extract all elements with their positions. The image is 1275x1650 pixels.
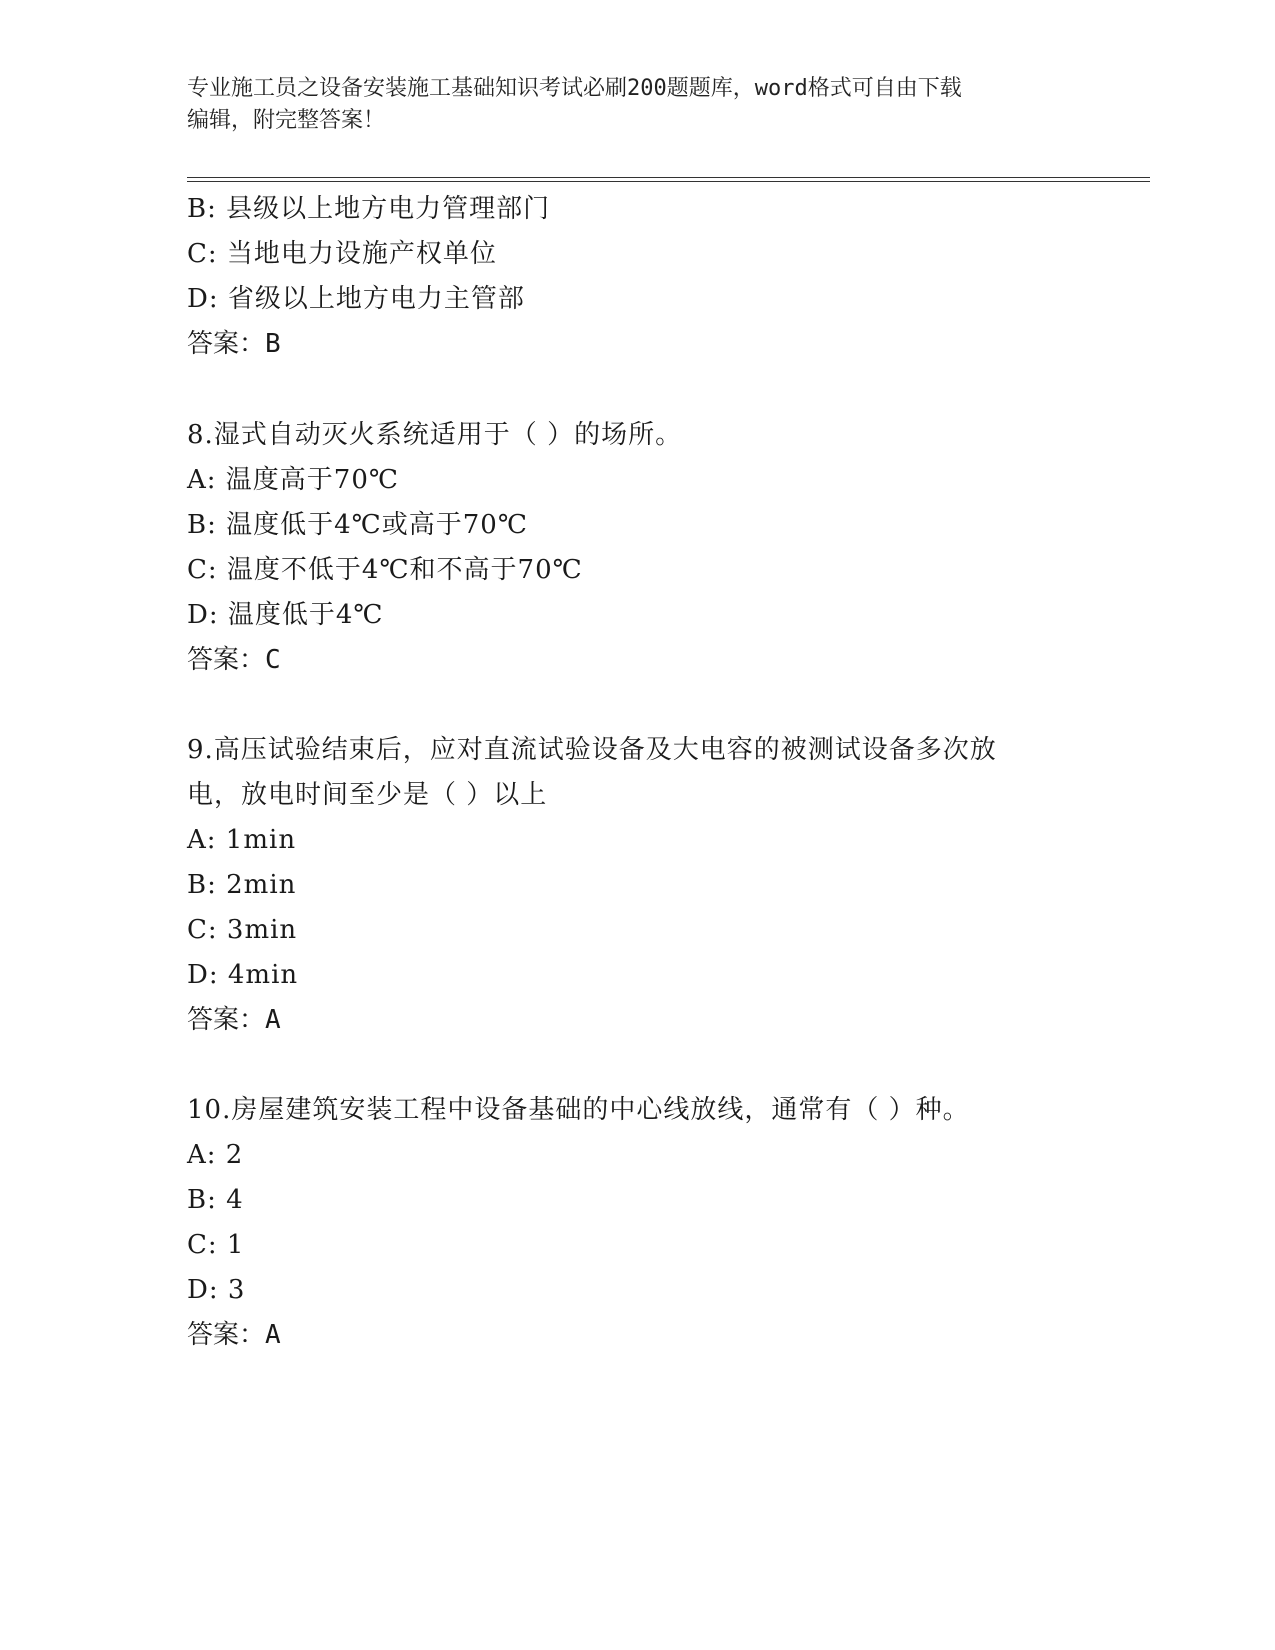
answer: 答案：B (187, 329, 281, 359)
option-a: A: 1min (187, 825, 297, 855)
header-divider-top (187, 177, 1150, 178)
header-title-line-2: 编辑，附完整答案！ (187, 108, 386, 133)
option-d: D: 温度低于4℃ (187, 600, 384, 630)
option-c: C: 3min (187, 915, 298, 945)
option-a: A: 温度高于70℃ (187, 465, 399, 495)
option-b: B: 2min (187, 870, 297, 900)
question-text: 10.房屋建筑安装工程中设备基础的中心线放线，通常有（ ）种。 (187, 1095, 970, 1125)
option-b: B: 县级以上地方电力管理部门 (187, 194, 551, 224)
option-b: B: 4 (187, 1185, 244, 1215)
question-text-line-2: 电，放电时间至少是（ ）以上 (187, 780, 548, 810)
option-d: D: 省级以上地方电力主管部 (187, 284, 525, 314)
option-a: A: 2 (187, 1140, 244, 1170)
option-d: D: 4min (187, 960, 299, 990)
header-title-line-1: 专业施工员之设备安装施工基础知识考试必刷200题题库，word格式可自由下载 (187, 76, 962, 101)
question-text: 8.湿式自动灭火系统适用于（ ）的场所。 (187, 420, 683, 450)
option-c: C: 温度不低于4℃和不高于70℃ (187, 555, 583, 585)
question-text-line-1: 9.高压试验结束后，应对直流试验设备及大电容的被测试设备多次放 (187, 735, 997, 765)
option-c: C: 1 (187, 1230, 245, 1260)
option-c: C: 当地电力设施产权单位 (187, 239, 497, 269)
answer: 答案：C (187, 645, 281, 675)
option-d: D: 3 (187, 1275, 246, 1305)
answer: 答案：A (187, 1005, 281, 1035)
answer: 答案：A (187, 1320, 281, 1350)
header-divider-bottom (187, 181, 1150, 182)
document-header (187, 73, 1067, 137)
option-b: B: 温度低于4℃或高于70℃ (187, 510, 528, 540)
